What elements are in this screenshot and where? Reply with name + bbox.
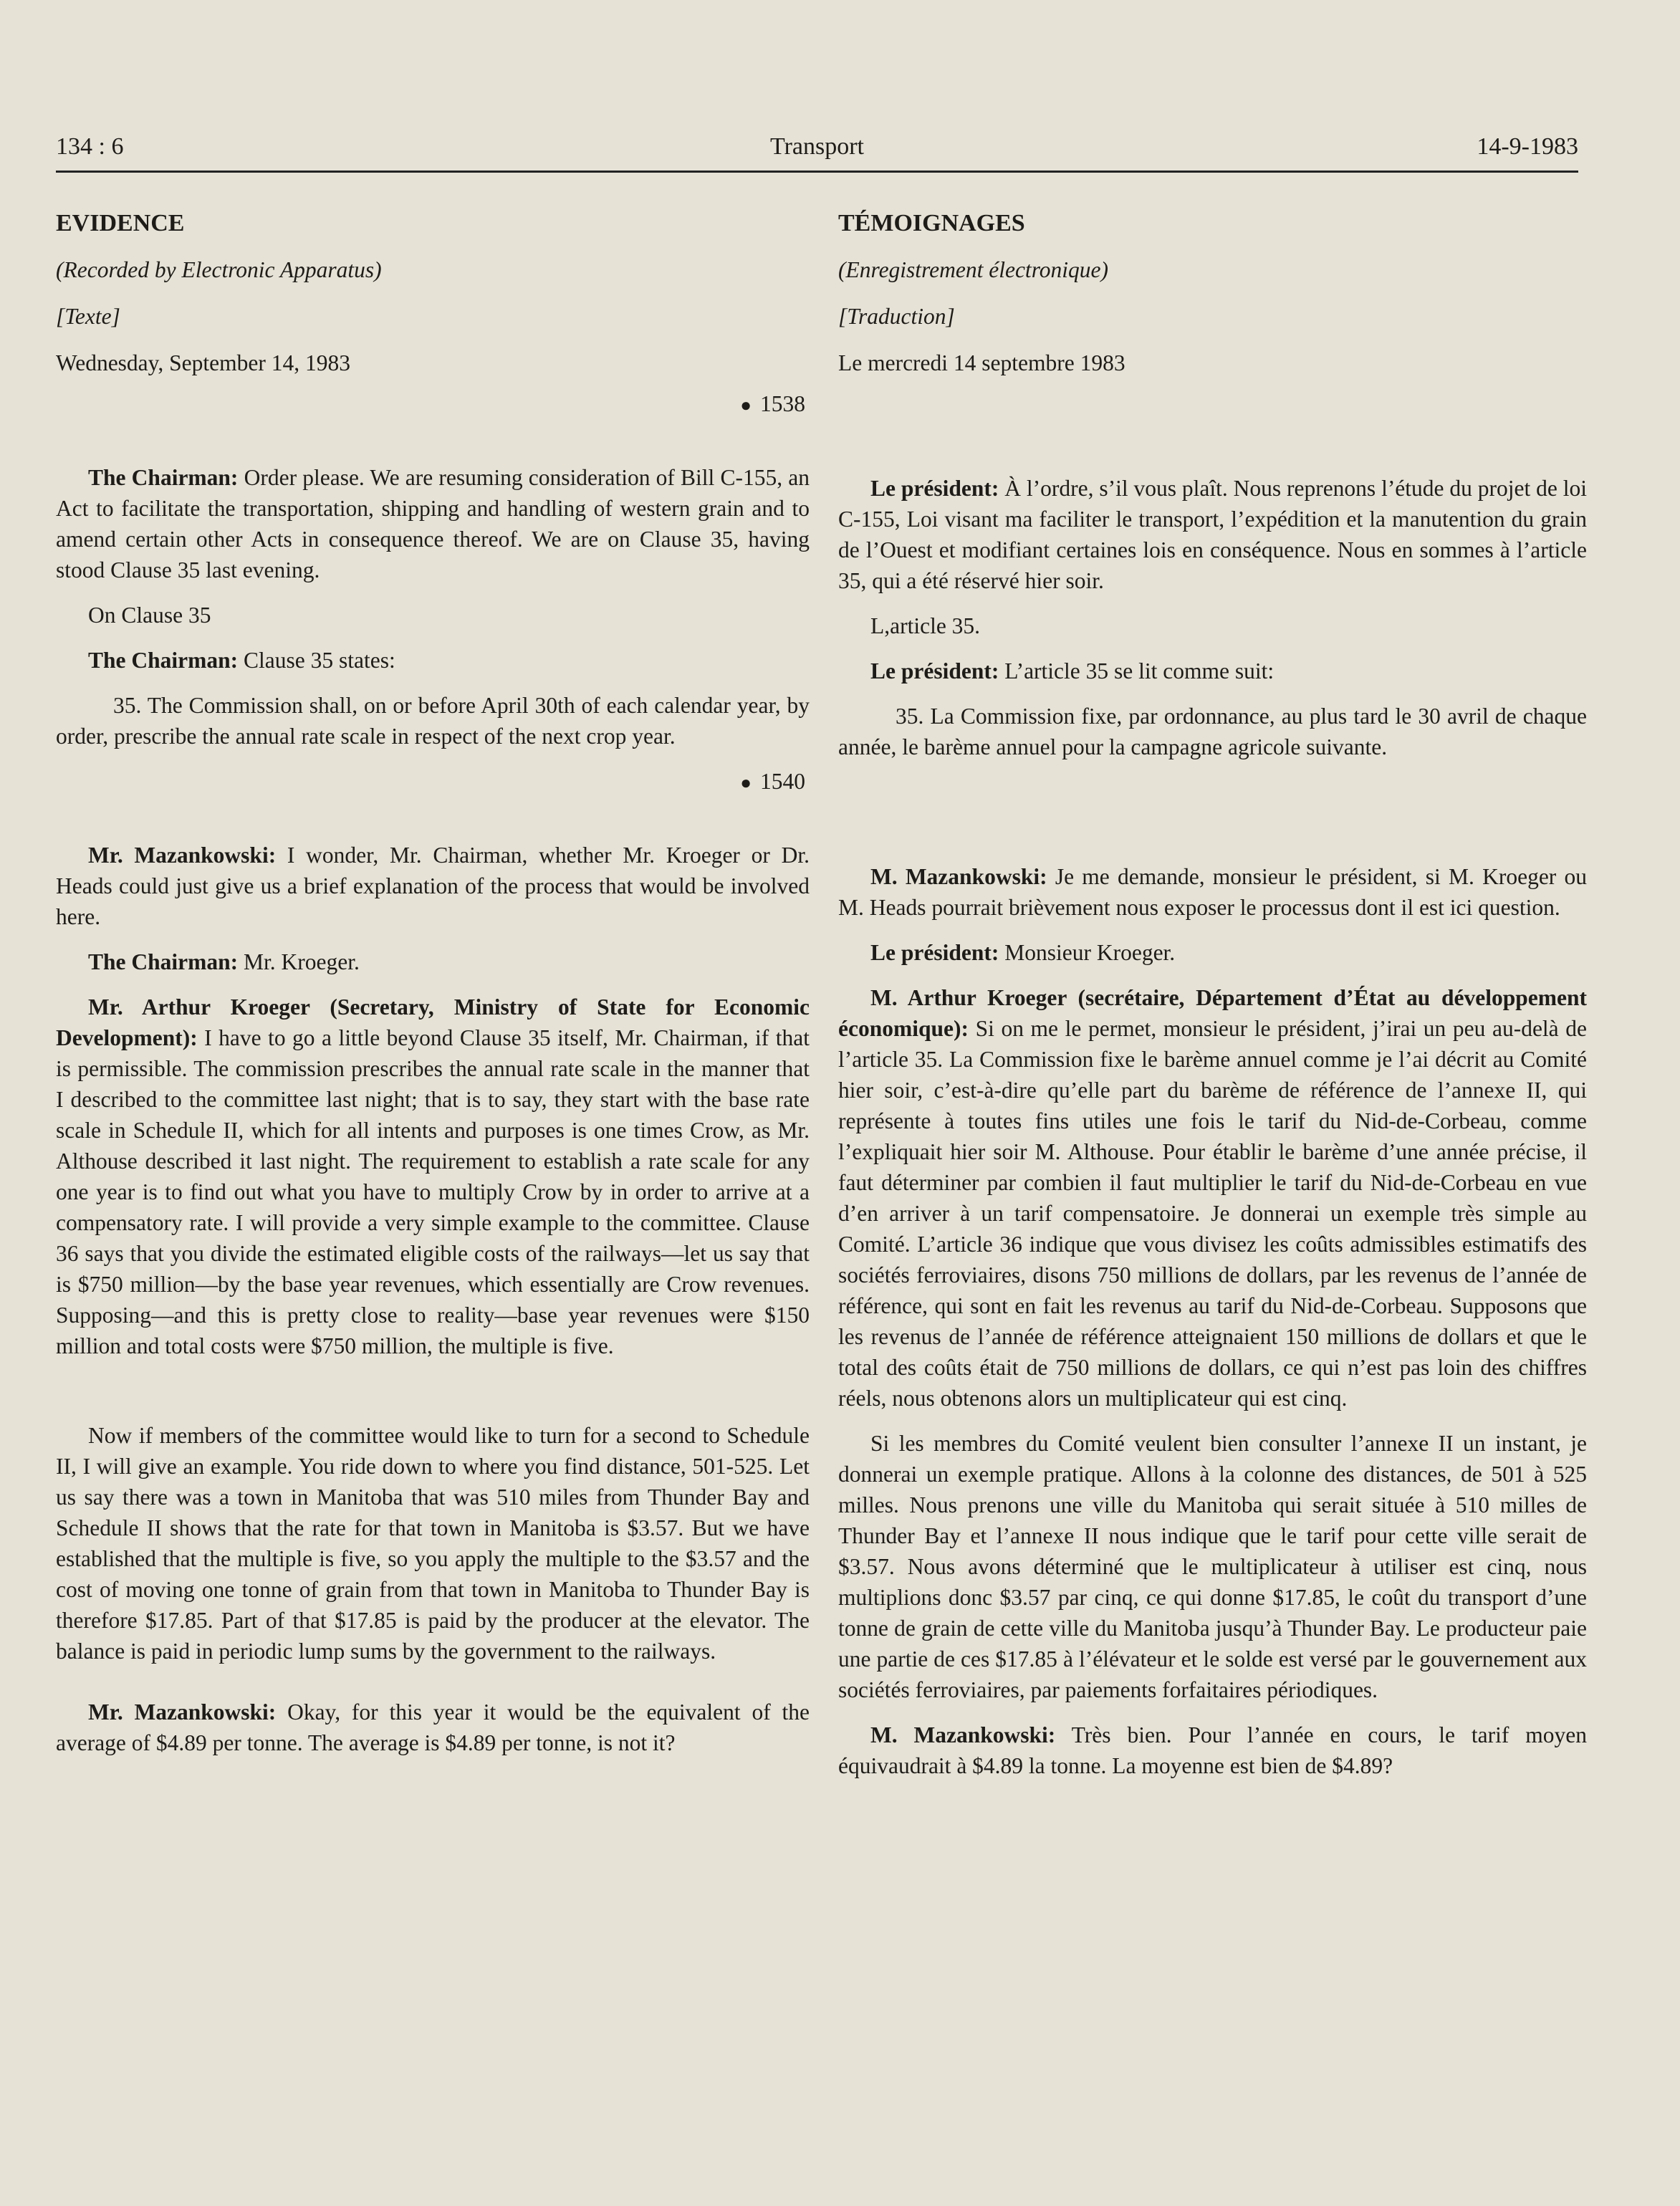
spacer <box>838 388 1587 473</box>
statement: Très bien. Pour l’année en cours, le tarif moyen équivaudrait à $4.89 la tonne. La moyenne est bien de $4.89? <box>838 1722 1587 1778</box>
speaker: The Chairman: <box>88 949 239 974</box>
statement: I wonder, Mr. Chairman, whether Mr. Kroeger or Dr. Heads could just give us a brief explanation of the process that would be involved here. <box>56 843 810 929</box>
english-clause-quote: 35. The Commission shall, on or before April 30th of each calendar year, by order, prescribe the annual rate scale in respect of the next crop year. <box>56 693 810 749</box>
statement: Clause 35 states: <box>238 648 395 673</box>
statement: Monsieur Kroeger. <box>999 940 1176 965</box>
statement: L’article 35 se lit comme suit: <box>999 658 1275 684</box>
running-title: Transport <box>770 133 864 160</box>
french-on-clause: L,article 35. <box>870 613 981 638</box>
bullet-icon: ● <box>740 395 752 416</box>
page-header <box>56 133 1578 169</box>
time-marker-1538 <box>56 388 805 421</box>
speaker: M. Mazankowski: <box>870 1722 1056 1747</box>
time-value: 1538 <box>760 391 805 416</box>
spacer <box>838 777 1587 861</box>
speaker: M. Mazankowski: <box>870 864 1047 889</box>
english-heading: EVIDENCE <box>56 210 185 236</box>
statement: Mr. Kroeger. <box>238 949 360 974</box>
time-value: 1540 <box>760 769 805 794</box>
speaker: M. Arthur Kroeger (secrétaire, Département d’État au développement économique): <box>838 985 1587 1041</box>
english-recorded-note: (Recorded by Electronic Apparatus) <box>56 257 382 282</box>
speaker: Le président: <box>870 658 999 684</box>
spacer <box>56 1681 810 1697</box>
english-paragraph-5 <box>56 992 810 1361</box>
statement: Je me demande, monsieur le président, si M. Kroeger ou M. Heads pourrait brièvement nous exposer le processus dont il est ici question. <box>838 864 1588 920</box>
french-paragraph-2 <box>838 656 1587 686</box>
statement: I have to go a little beyond Clause 35 itself, Mr. Chairman, if that is permissible. The commission prescribes the annual rate scale in the manner that I described to the committee last night; that is to say, they start with the base rate scale in Schedule II, which for all intents and purposes is one times Crow, as Mr. Althouse described it last night. The requirement to establish a rate scale for any one year is to find out what you have to multiply Crow by in order to arrive at a compensatory rate. I will provide a very simple example to the committee. Clause 36 says that you divide the estimated eligible costs of the railways—let us say that is $750 million—by the base year revenues, which essentially are Crow revenues. Supposing—and this is pretty close to reality—base year revenues were $150 million and total costs were $750 million, the multiple is five. <box>56 1025 810 1358</box>
header-date: 14-9-1983 <box>1477 133 1578 160</box>
english-paragraph-3 <box>56 840 810 932</box>
english-column <box>56 208 810 1773</box>
spacer <box>56 1376 810 1420</box>
speaker: Mr. Mazankowski: <box>88 1699 277 1725</box>
french-column <box>838 208 1587 1795</box>
french-clause-quote: 35. La Commission fixe, par ordonnance, au plus tard le 30 avril de chaque année, le barème annuel pour la campagne agricole suivante. <box>838 704 1587 759</box>
statement: Si on me le permet, monsieur le président, j’irai un peu au-delà de l’article 35. La Commission fixe le barème annuel comme je l’ai décrit au Comité hier soir, c’est-à-dire qu’elle part du barème de référence de l’annexe II, qui représente à toutes fins utiles une fois le tarif du Nid-de-Corbeau, comme l’expliquait hier soir M. Althouse. Pour établir le barème d’une année précise, il faut déterminer par combien il faut multiplier le tarif du Nid-de-Corbeau en vue d’en arriver à un tarif compensatoire. Je donnerai un exemple très simple au Comité. L’article 36 indique que vous divisez les coûts admissibles estimatifs des sociétés ferroviaires, disons 750 millions de dollars, par les revenus de l’année de référence, qui sont en fait les revenus au tarif du Nid-de-Corbeau. Supposons que les revenus de l’année de référence atteignaient 150 millions de dollars et que le total des coûts était de 750 millions de dollars, ce qui n’est pas loin des chiffres réels, nous obtenons alors un multiplicateur qui est cinq. <box>838 1016 1587 1411</box>
page-number: 134 : 6 <box>56 133 124 160</box>
header-rule <box>56 171 1578 173</box>
statement: À l’ordre, s’il vous plaît. Nous reprenons l’étude du projet de loi C-155, Loi visant ma faciliter le transport, l’expédition et la manutention du grain de l’Ouest et modifiant certaines lois en conséquence. Nous en sommes à l’article 35, qui a été réservé hier soir. <box>838 476 1588 593</box>
speaker: The Chairman: <box>88 648 239 673</box>
french-text-label: [Traduction] <box>838 304 955 329</box>
english-paragraph-1 <box>56 462 810 585</box>
bullet-icon: ● <box>740 772 752 793</box>
statement: Okay, for this year it would be the equivalent of the average of $4.89 per tonne. The average is $4.89 per tonne, is not it? <box>56 1699 810 1755</box>
statement: Order please. We are resuming consideration of Bill C-155, an Act to facilitate the transportation, shipping and handling of western grain and to amend certain other Acts in consequence thereof. We are on Clause 35, having stood Clause 35 last evening. <box>56 465 810 582</box>
english-text-label: [Texte] <box>56 304 120 329</box>
french-paragraph-5 <box>838 982 1587 1414</box>
english-on-clause: On Clause 35 <box>88 603 211 628</box>
english-paragraph-4 <box>56 946 810 977</box>
french-paragraph-7 <box>838 1720 1587 1781</box>
french-paragraph-4 <box>838 937 1587 968</box>
french-date: Le mercredi 14 septembre 1983 <box>838 350 1125 375</box>
french-recorded-note: (Enregistrement électronique) <box>838 257 1109 282</box>
french-heading: TÉMOIGNAGES <box>838 210 1025 236</box>
speaker: Mr. Arthur Kroeger (Secretary, Ministry of State for Economic Development): <box>56 994 810 1050</box>
english-paragraph-2 <box>56 645 810 676</box>
english-paragraph-6: Now if members of the committee would like to turn for a second to Schedule II, I will give an example. You ride down to where you find distance, 501-525. Let us say there was a town in Manitoba that was 510 miles from Thunder Bay and Schedule II shows that the rate for that town in Manitoba is $3.57. But we have established that the multiple is five, so you apply the multiple to the $3.57 and the cost of moving one tonne of grain from that town in Manitoba to Thunder Bay is therefore $17.85. Part of that $17.85 is paid by the producer at the elevator. The balance is paid in periodic lump sums by the government to the railways. <box>56 1423 810 1664</box>
french-paragraph-1 <box>838 473 1587 596</box>
time-marker-1540 <box>56 766 805 798</box>
english-paragraph-7 <box>56 1697 810 1758</box>
speaker: Mr. Mazankowski: <box>88 843 277 868</box>
english-date: Wednesday, September 14, 1983 <box>56 350 350 375</box>
speaker: Le président: <box>870 476 999 501</box>
speaker: The Chairman: <box>88 465 239 490</box>
french-paragraph-6: Si les membres du Comité veulent bien consulter l’annexe II un instant, je donnerai un exemple pratique. Allons à la colonne des distances, de 501 à 525 milles. Nous prenons une ville du Manitoba qui serait située à 510 milles de Thunder Bay et l’annexe II nous indique que le tarif pour cette ville serait de $3.57. Nous avons déterminé que le multiplicateur à utiliser est cinq, nous multiplions donc $3.57 par cinq, ce qui donne $17.85, le coût du transport d’une tonne de grain de cette ville du Manitoba jusqu’à Thunder Bay. Le producteur paie une partie de ces $17.85 à l’élévateur et le solde est versé par le gouvernement aux sociétés ferroviaires, par paiements forfaitaires périodiques. <box>838 1431 1587 1702</box>
french-paragraph-3 <box>838 861 1587 923</box>
speaker: Le président: <box>870 940 999 965</box>
